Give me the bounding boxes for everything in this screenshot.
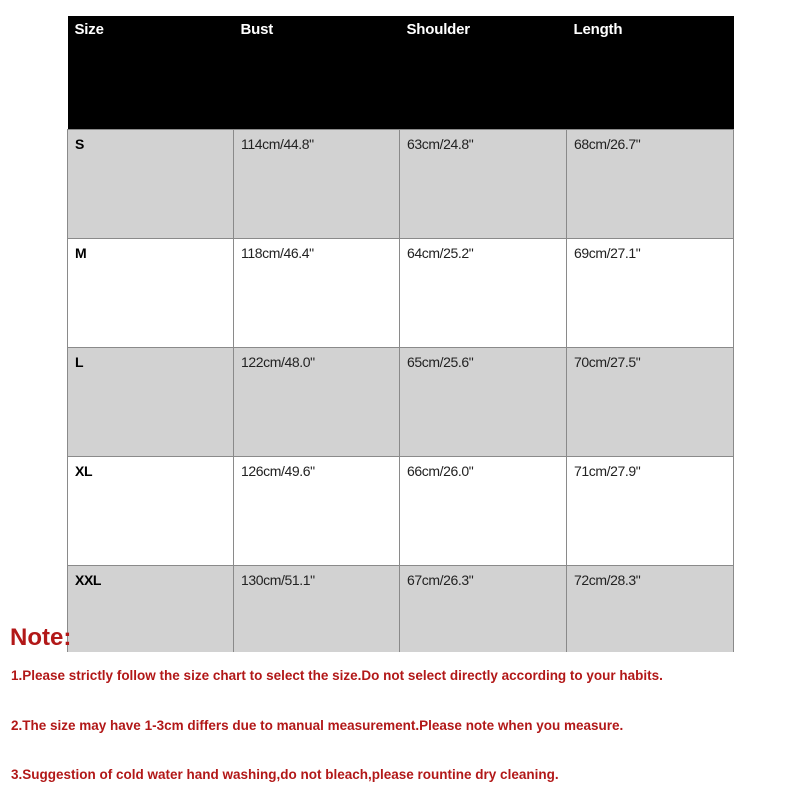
table-row bbox=[68, 239, 734, 348]
size-cell: M bbox=[68, 239, 234, 348]
note-line-3: 3.Suggestion of cold water hand washing,do not bleach,please rountine dry cleaning. bbox=[11, 767, 559, 782]
note-line-1: 1.Please strictly follow the size chart to select the size.Do not select directly according to your habits. bbox=[11, 668, 663, 683]
length-cell: 71cm/27.9" bbox=[567, 457, 734, 566]
shoulder-cell: 67cm/26.3" bbox=[400, 566, 567, 653]
header-bust: Bust bbox=[234, 16, 400, 130]
size-cell: L bbox=[68, 348, 234, 457]
note-line-2: 2.The size may have 1-3cm differs due to manual measurement.Please note when you measure. bbox=[11, 718, 624, 733]
table-row bbox=[68, 566, 734, 653]
table-header-row bbox=[68, 16, 734, 130]
length-cell: 68cm/26.7" bbox=[567, 130, 734, 239]
size-cell: XL bbox=[68, 457, 234, 566]
bust-cell: 122cm/48.0" bbox=[234, 348, 400, 457]
shoulder-cell: 64cm/25.2" bbox=[400, 239, 567, 348]
length-cell: 69cm/27.1" bbox=[567, 239, 734, 348]
size-cell: S bbox=[68, 130, 234, 239]
length-cell: 72cm/28.3" bbox=[567, 566, 734, 653]
size-chart-table bbox=[67, 16, 734, 652]
bust-cell: 118cm/46.4" bbox=[234, 239, 400, 348]
shoulder-cell: 63cm/24.8" bbox=[400, 130, 567, 239]
size-cell: XXL bbox=[68, 566, 234, 653]
table-row bbox=[68, 348, 734, 457]
bust-cell: 126cm/49.6" bbox=[234, 457, 400, 566]
shoulder-cell: 66cm/26.0" bbox=[400, 457, 567, 566]
note-title: Note: bbox=[10, 624, 72, 651]
header-length: Length bbox=[567, 16, 734, 130]
length-cell: 70cm/27.5" bbox=[567, 348, 734, 457]
header-size: Size bbox=[68, 16, 234, 130]
bust-cell: 114cm/44.8" bbox=[234, 130, 400, 239]
table-row bbox=[68, 457, 734, 566]
table-row bbox=[68, 130, 734, 239]
shoulder-cell: 65cm/25.6" bbox=[400, 348, 567, 457]
bust-cell: 130cm/51.1" bbox=[234, 566, 400, 653]
header-shoulder: Shoulder bbox=[400, 16, 567, 130]
